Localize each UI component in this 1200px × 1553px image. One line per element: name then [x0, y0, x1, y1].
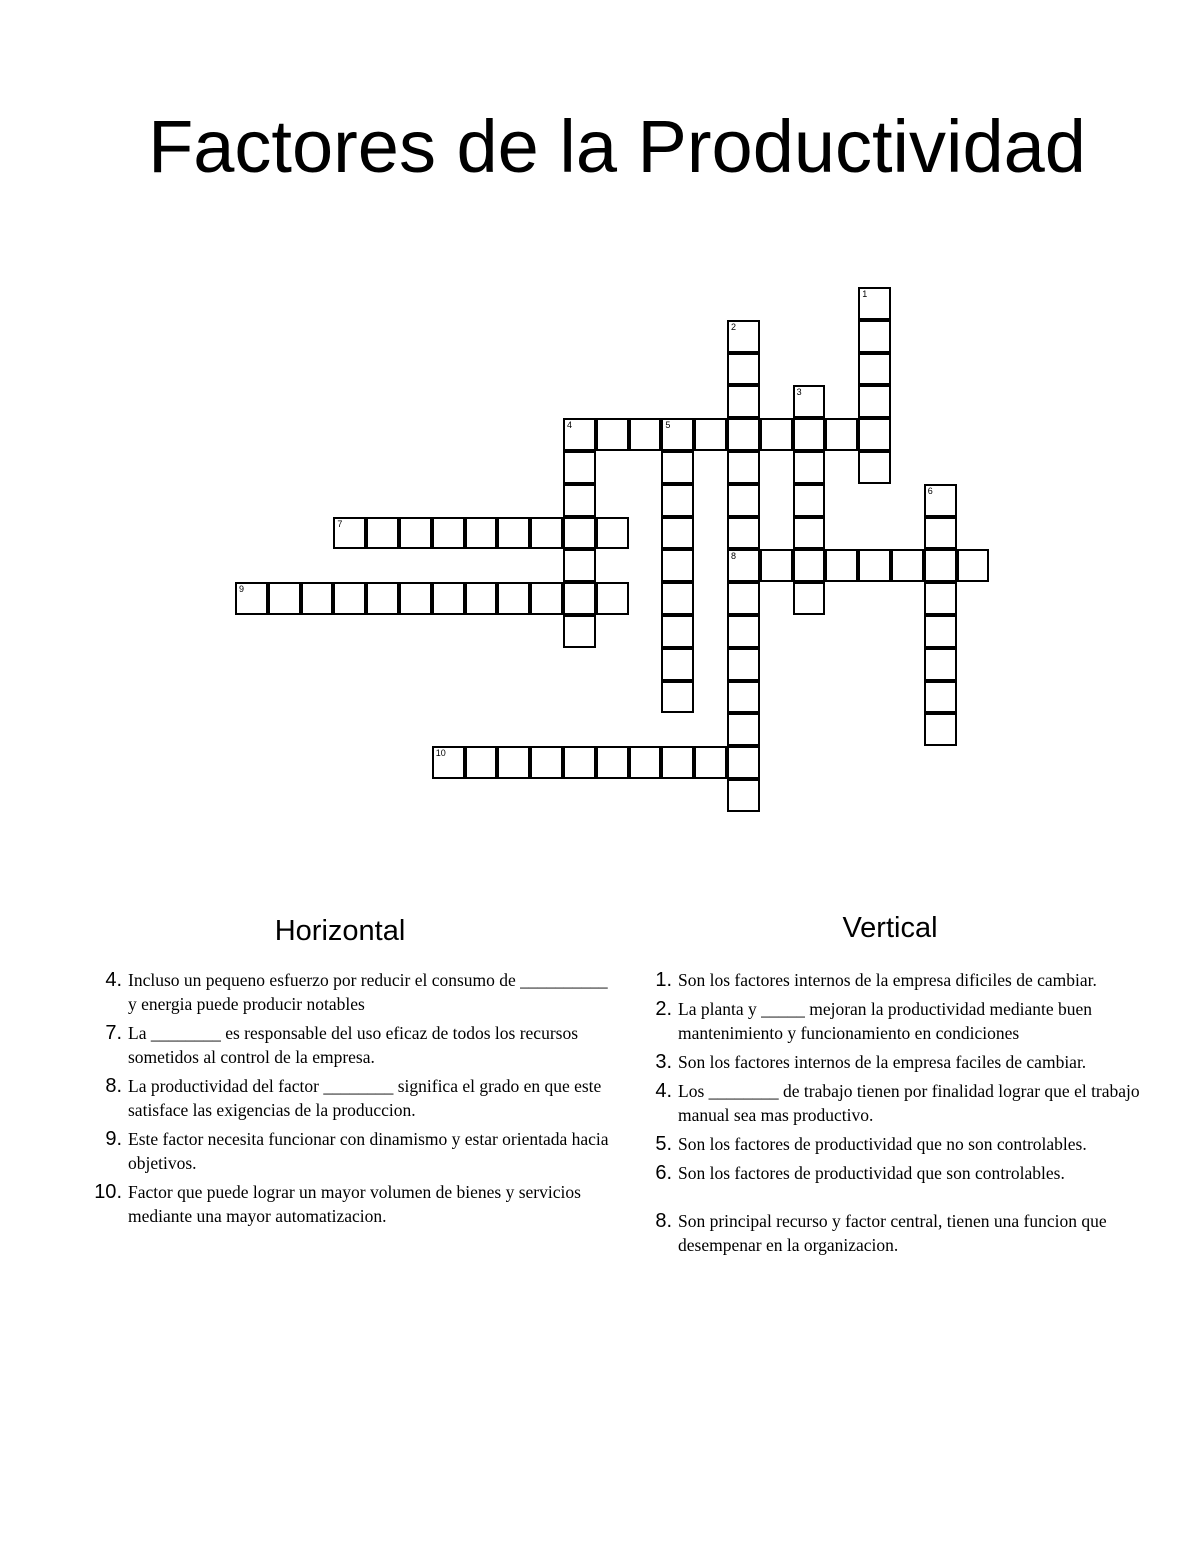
crossword-cell[interactable]	[563, 615, 596, 648]
crossword-cell[interactable]	[858, 418, 891, 451]
crossword-cell[interactable]	[563, 582, 596, 615]
crossword-cell[interactable]	[727, 549, 760, 582]
crossword-cell[interactable]	[661, 746, 694, 779]
cell-number: 5	[665, 420, 671, 431]
crossword-cell[interactable]	[333, 517, 366, 550]
crossword-cell[interactable]	[858, 549, 891, 582]
crossword-cell[interactable]	[661, 681, 694, 714]
crossword-cell[interactable]	[793, 451, 826, 484]
clue-number: 8 .	[644, 1209, 672, 1233]
clue-number: 8 .	[94, 1074, 122, 1098]
clue-item	[648, 997, 1188, 1045]
horizontal-heading: Horizontal	[274, 915, 406, 947]
crossword-cell[interactable]	[563, 549, 596, 582]
crossword-cell[interactable]	[661, 615, 694, 648]
clue-number: 4 .	[94, 968, 122, 992]
crossword-cell[interactable]	[727, 385, 760, 418]
crossword-cell[interactable]	[825, 549, 858, 582]
cell-number: 2	[731, 321, 737, 332]
clue-text: La productividad del factor ________ significa el grado en que este satisface las exigencias de la produccion.	[128, 1076, 602, 1120]
cell-number: 4	[567, 420, 573, 431]
crossword-cell[interactable]	[661, 418, 694, 451]
crossword-cell[interactable]	[924, 615, 957, 648]
crossword-cell[interactable]	[432, 517, 465, 550]
crossword-cell[interactable]	[694, 418, 727, 451]
crossword-cell[interactable]	[858, 320, 891, 353]
crossword-cell[interactable]	[629, 746, 662, 779]
crossword-cell[interactable]	[366, 517, 399, 550]
crossword-cell[interactable]	[301, 582, 334, 615]
crossword-cell[interactable]	[727, 484, 760, 517]
crossword-cell[interactable]	[793, 517, 826, 550]
clue-item	[94, 1180, 618, 1228]
crossword-cell[interactable]	[661, 451, 694, 484]
vertical-clue-list	[648, 968, 1188, 1262]
crossword-cell[interactable]	[596, 746, 629, 779]
crossword-cell[interactable]	[924, 648, 957, 681]
crossword-cell[interactable]	[465, 517, 498, 550]
crossword-cell[interactable]	[793, 418, 826, 451]
crossword-cell[interactable]	[465, 746, 498, 779]
crossword-cell[interactable]	[924, 582, 957, 615]
crossword-cell[interactable]	[596, 517, 629, 550]
crossword-cell[interactable]	[727, 779, 760, 812]
crossword-cell[interactable]	[530, 746, 563, 779]
clue-number: 2 .	[644, 997, 672, 1021]
clue-item	[648, 1050, 1188, 1074]
crossword-cell[interactable]	[924, 713, 957, 746]
cell-number: 6	[927, 485, 933, 496]
clue-text: Incluso un pequeno esfuerzo por reducir el consumo de __________ y energia puede producir notables	[128, 970, 608, 1014]
clue-number: 6 .	[644, 1161, 672, 1185]
clue-text: Son principal recurso y factor central, tienen una funcion que desempenar en la organizacion.	[678, 1211, 1107, 1255]
crossword-cell[interactable]	[563, 484, 596, 517]
crossword-cell[interactable]	[497, 746, 530, 779]
clue-item	[648, 1132, 1188, 1156]
cell-number: 9	[239, 584, 245, 595]
clue-text: Este factor necesita funcionar con dinamismo y estar orientada hacia objetivos.	[128, 1129, 609, 1173]
crossword-cell[interactable]	[891, 549, 924, 582]
crossword-cell[interactable]	[366, 582, 399, 615]
clue-number: 4 .	[644, 1079, 672, 1103]
clue-item	[98, 1127, 618, 1175]
crossword-cell[interactable]	[235, 582, 268, 615]
clue-text: Factor que puede lograr un mayor volumen de bienes y servicios mediante una mayor automatizacion.	[128, 1182, 581, 1226]
clue-text: Son los factores de productividad que no son controlables.	[678, 1134, 1087, 1154]
clue-item	[648, 1161, 1188, 1185]
crossword-cell[interactable]	[825, 418, 858, 451]
crossword-cell[interactable]	[924, 484, 957, 517]
clue-text: La planta y _____ mejoran la productividad mediante buen mantenimiento y funcionamiento en condiciones	[678, 999, 1093, 1043]
crossword-cell[interactable]	[596, 582, 629, 615]
crossword-cell[interactable]	[858, 287, 891, 320]
crossword-cell[interactable]	[497, 582, 530, 615]
crossword-cell[interactable]	[432, 746, 465, 779]
crossword-cell[interactable]	[661, 549, 694, 582]
crossword-cell[interactable]	[727, 517, 760, 550]
clue-number: 7 .	[94, 1021, 122, 1045]
crossword-cell[interactable]	[432, 582, 465, 615]
crossword-cell[interactable]	[924, 681, 957, 714]
cell-number: 7	[337, 518, 343, 529]
clue-item	[98, 1021, 618, 1069]
crossword-cell[interactable]	[596, 418, 629, 451]
clue-text: Los ________ de trabajo tienen por finalidad lograr que el trabajo manual sea mas productivo.	[678, 1081, 1140, 1125]
crossword-cell[interactable]	[858, 385, 891, 418]
crossword-cell[interactable]	[661, 582, 694, 615]
crossword-cell[interactable]	[924, 517, 957, 550]
crossword-cell[interactable]	[563, 517, 596, 550]
clue-number: 1 .	[644, 968, 672, 992]
cell-number: 1	[862, 289, 868, 299]
crossword-cell[interactable]	[399, 517, 432, 550]
crossword-cell[interactable]	[727, 582, 760, 615]
crossword-cell[interactable]	[727, 353, 760, 386]
crossword-cell[interactable]	[793, 582, 826, 615]
crossword-cell[interactable]	[563, 418, 596, 451]
clue-text: Son los factores internos de la empresa dificiles de cambiar.	[678, 970, 1097, 990]
crossword-cell[interactable]	[563, 746, 596, 779]
crossword-cell[interactable]	[957, 549, 990, 582]
crossword-cell[interactable]	[563, 451, 596, 484]
crossword-cell[interactable]	[727, 713, 760, 746]
crossword-cell[interactable]	[727, 746, 760, 779]
page-title: Factores de la Productividad	[148, 105, 1086, 188]
crossword-cell[interactable]	[760, 549, 793, 582]
crossword-cell[interactable]	[727, 648, 760, 681]
crossword-cell[interactable]	[924, 549, 957, 582]
crossword-cell[interactable]	[661, 484, 694, 517]
crossword-cell[interactable]	[661, 517, 694, 550]
crossword-cell[interactable]	[465, 582, 498, 615]
clue-item	[648, 968, 1188, 992]
vertical-heading: Vertical	[842, 912, 938, 944]
crossword-cell[interactable]	[530, 517, 563, 550]
cell-number: 8	[731, 551, 737, 562]
crossword-cell[interactable]	[661, 648, 694, 681]
crossword-cell[interactable]	[727, 681, 760, 714]
clue-number: 5 .	[644, 1132, 672, 1156]
crossword-cell[interactable]	[760, 418, 793, 451]
clue-item	[648, 1079, 1188, 1127]
clue-text: La ________ es responsable del uso eficaz de todos los recursos sometidos al control de la empresa.	[128, 1023, 579, 1067]
crossword-cell[interactable]	[727, 418, 760, 451]
clue-number: 9 .	[94, 1127, 122, 1151]
crossword-cell[interactable]	[858, 353, 891, 386]
crossword-cell[interactable]	[268, 582, 301, 615]
crossword-cell[interactable]	[727, 320, 760, 353]
clue-text: Son los factores internos de la empresa faciles de cambiar.	[678, 1052, 1087, 1072]
crossword-cell[interactable]	[333, 582, 366, 615]
crossword-cell[interactable]	[727, 615, 760, 648]
crossword-cell[interactable]	[858, 451, 891, 484]
crossword-cell[interactable]	[497, 517, 530, 550]
crossword-cell[interactable]	[399, 582, 432, 615]
crossword-cell[interactable]	[727, 451, 760, 484]
clue-item	[648, 1209, 1188, 1257]
cell-number: 10	[435, 748, 446, 759]
crossword-cell[interactable]	[530, 582, 563, 615]
clue-number: 10 .	[94, 1180, 122, 1204]
cell-number: 3	[796, 387, 802, 398]
crossword-cell[interactable]	[793, 385, 826, 418]
clue-item	[98, 968, 618, 1016]
clue-number: 3 .	[644, 1050, 672, 1074]
clue-text: Son los factores de productividad que son controlables.	[678, 1163, 1065, 1183]
horizontal-clue-list	[94, 968, 618, 1233]
crossword-cell[interactable]	[629, 418, 662, 451]
clue-item	[98, 1074, 618, 1122]
crossword-cell[interactable]	[793, 484, 826, 517]
crossword-cell[interactable]	[694, 746, 727, 779]
crossword-cell[interactable]	[793, 549, 826, 582]
